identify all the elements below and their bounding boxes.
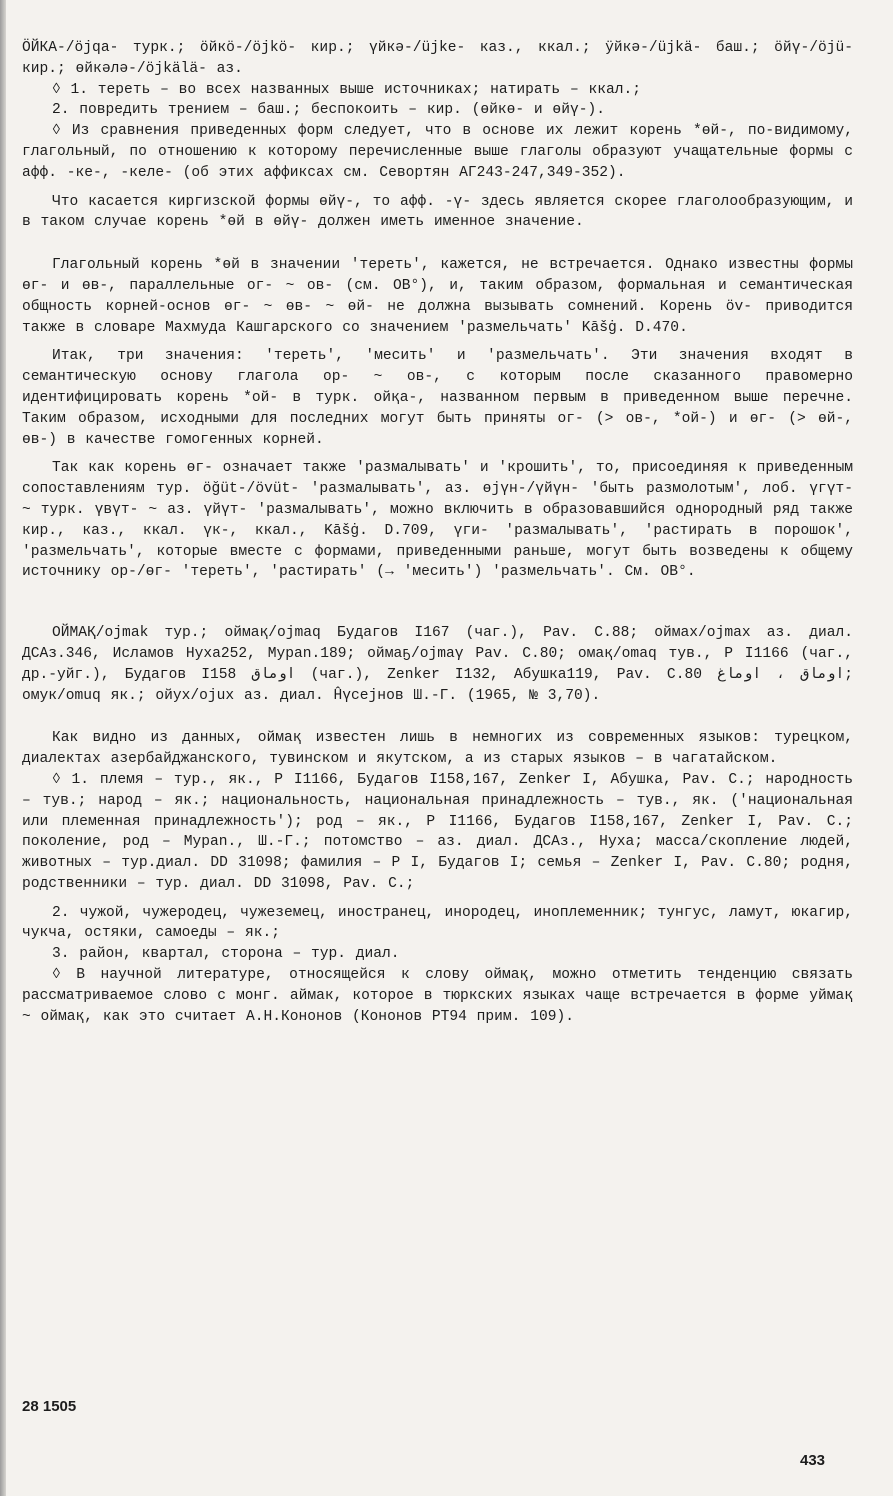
commentary-paragraph: Итак, три значения: 'тереть', 'месить' и 'размельчать'. Эти значения входят в семантическую основу глагола ор- ~ ов-, с которым после сказанного правомерно идентифицировать корень *ой- в турк. ойқа-, названном первым в приведенном выше перечне. Таким образом, исходными для последних могут быть приняты ог- (> ов-, *ой-) и өг- (> өй-, өв-) в качестве гомогенных корней. bbox=[22, 348, 853, 448]
article-oika bbox=[22, 38, 853, 583]
page-number: 433 bbox=[800, 1452, 826, 1469]
meaning-2: 2. чужой, чужеродец, чужеземец, иностранец, инородец, иноплеменник; тунгус, ламут, юкагир, чукча, остяки, самоеды – як.; bbox=[22, 904, 853, 942]
article-oimak bbox=[22, 623, 853, 1027]
entry-header-oimak: ОЙМАҚ/ojmak тур.; оймақ/ojmaq Будагов I167 (чаг.), Pav. C.88; оймах/ojmax аз. диал. ДСАз.346, Исламов Нуха252, Мураn.189; оймаҕ/ojmaγ Pav. C.80; омақ/omaq тув., P I1166 (чаг., др.-уйг.), Будагов I158 اوماق (чаг.), Zenker I132, Абушка119, Pav. C.80 اوماق ، اوماغ; омук/omuq як.; ойух/ojux аз. диал. Ĥүсеjнов Ш.-Г. (1965, № 3,70). bbox=[22, 625, 853, 704]
commentary-paragraph: Как видно из данных, оймақ известен лишь в немногих из современных языков: турецком, диалектах азербайджанского, тувинском и якутском, а из старых языков – в чагатайском. bbox=[22, 730, 853, 768]
commentary-paragraph: Что касается киргизской формы өйү-, то афф. -ү- здесь является скорее глаголообразующим, и в таком случае корень *өй в өйү- должен иметь именное значение. bbox=[22, 193, 853, 231]
commentary-paragraph: Так как корень өг- означает также 'размалывать' и 'крошить', то, присоединяя к приведенным сопоставлениям тур. öğüt-/övüt- 'размалывать', аз. өјүн-/үйүн- 'быть размолотым', лоб. үгүт- ~ турк. үвүт- ~ аз. үйүт- 'размалывать', можно включить в образовавшийся однородный ряд также кир., каз., ккал. үк-, ккал., Kāšġ. D.709, үги- 'размалывать', 'растирать в порошок', 'размельчать', которые вместе с формами, приведенными раньше, могут быть возведены к общему источнику ор-/өг- 'тереть', 'растирать' (→ 'месить') 'размельчать'. См. ОВ°. bbox=[22, 460, 853, 581]
commentary-paragraph: ◊ В научной литературе, относящейся к слову оймақ, можно отметить тенденцию связать рассматриваемое слово с монг. аймак, которое в тюркских языках чаще встречается в форме уймақ ~ оймақ, как это считает А.Н.Кононов (Кононов РТ94 прим. 109). bbox=[22, 967, 853, 1025]
entry-header-oika: ӦЙКА-/öjqa- турк.; ӧйкӧ-/öjkö- кир.; үйкә-/üjke- каз., ккал.; ÿйкә-/üjkä- баш.; ӧйү-/öjü- кир.; өйкәлә-/öjkälä- аз. bbox=[22, 40, 853, 77]
meaning-2: 2. повредить трением – баш.; беспокоить – кир. (өйкө- и өйү-). bbox=[52, 102, 605, 119]
meaning-1: ◊ 1. тереть – во всех названных выше источниках; натирать – ккал.; bbox=[52, 81, 642, 98]
meaning-3: 3. район, квартал, сторона – тур. диал. bbox=[52, 946, 400, 963]
commentary-paragraph: ◊ Из сравнения приведенных форм следует, что в основе их лежит корень *өй-, по-видимому, глагольный, по отношению к которому перечисленные выше глаголы образуют учащательные формы с афф. -ке-, -келе- (об этих аффиксах см. Севортян АГ243-247,349-352). bbox=[22, 123, 853, 181]
meaning-1: ◊ 1. племя – тур., як., P I1166, Будагов I158,167, Zenker I, Абушка, Pav. C.; народность – тув.; народ – як.; национальность, национальная принадлежность – тув., як. ('национальная или племенная принадлежность'); род – як., P I1166, Будагов I158,167, Zenker I, Pav. C.; поколение, род – Мураn., Ш.-Г.; потомство – аз. диал. ДСАз., Нуха; масса/скопление людей, животных – тур.диал. DD 31098; фамилия – P I, Будагов I; семья – Zenker I, Pav. C.80; родня, родственники – тур. диал. DD 31098, Pav. C.; bbox=[22, 771, 853, 892]
commentary-paragraph: Глагольный корень *өй в значении 'тереть', кажется, не встречается. Однако известны формы өг- и өв-, параллельные ог- ~ ов- (см. ОВ°), и, таким образом, формальная и семантическая общность корней-основ өг- ~ өв- ~ өй- не должна вызывать сомнений. Корень öv- приводится также в словаре Махмуда Кашгарского со значением 'размельчать' Kāšġ. D.470. bbox=[22, 257, 853, 336]
printer-signature: 28 1505 bbox=[22, 1398, 77, 1415]
